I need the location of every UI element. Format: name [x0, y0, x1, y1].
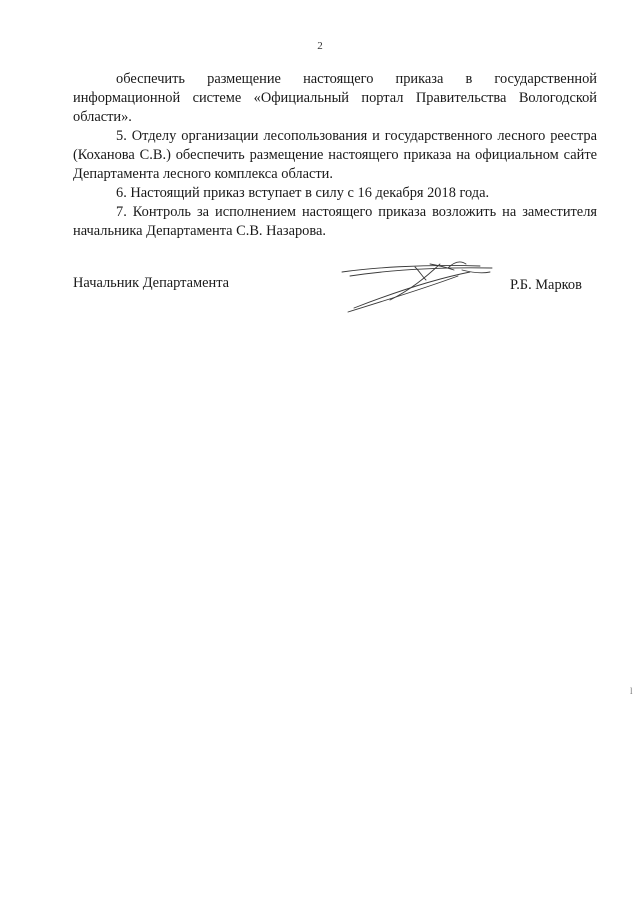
document-body: [73, 70, 597, 241]
page-number: 2: [317, 40, 323, 52]
handwritten-signature: [330, 250, 500, 320]
paragraph-item-5: 5. Отделу организации лесопользования и государственного лесного реестра (Коханова С.В.) обеспечить размещение настоящего приказа на официальном сайте Департамента лесного комплекса области.: [73, 128, 597, 182]
signer-title: Начальник Департамента: [73, 275, 230, 291]
scan-edge-mark: l: [630, 686, 633, 696]
signer-name: Р.Б. Марков: [510, 277, 582, 293]
paragraph-item-6: 6. Настоящий приказ вступает в силу с 16 декабря 2018 года.: [116, 185, 490, 201]
paragraph-item-7: 7. Контроль за исполнением настоящего приказа возложить на заместителя начальника Департамента С.В. Назарова.: [73, 204, 597, 239]
paragraph-publication-portal: обеспечить размещение настоящего приказа в государственной информационной системе «Официальный портал Правительства Вологодской области».: [73, 71, 597, 125]
